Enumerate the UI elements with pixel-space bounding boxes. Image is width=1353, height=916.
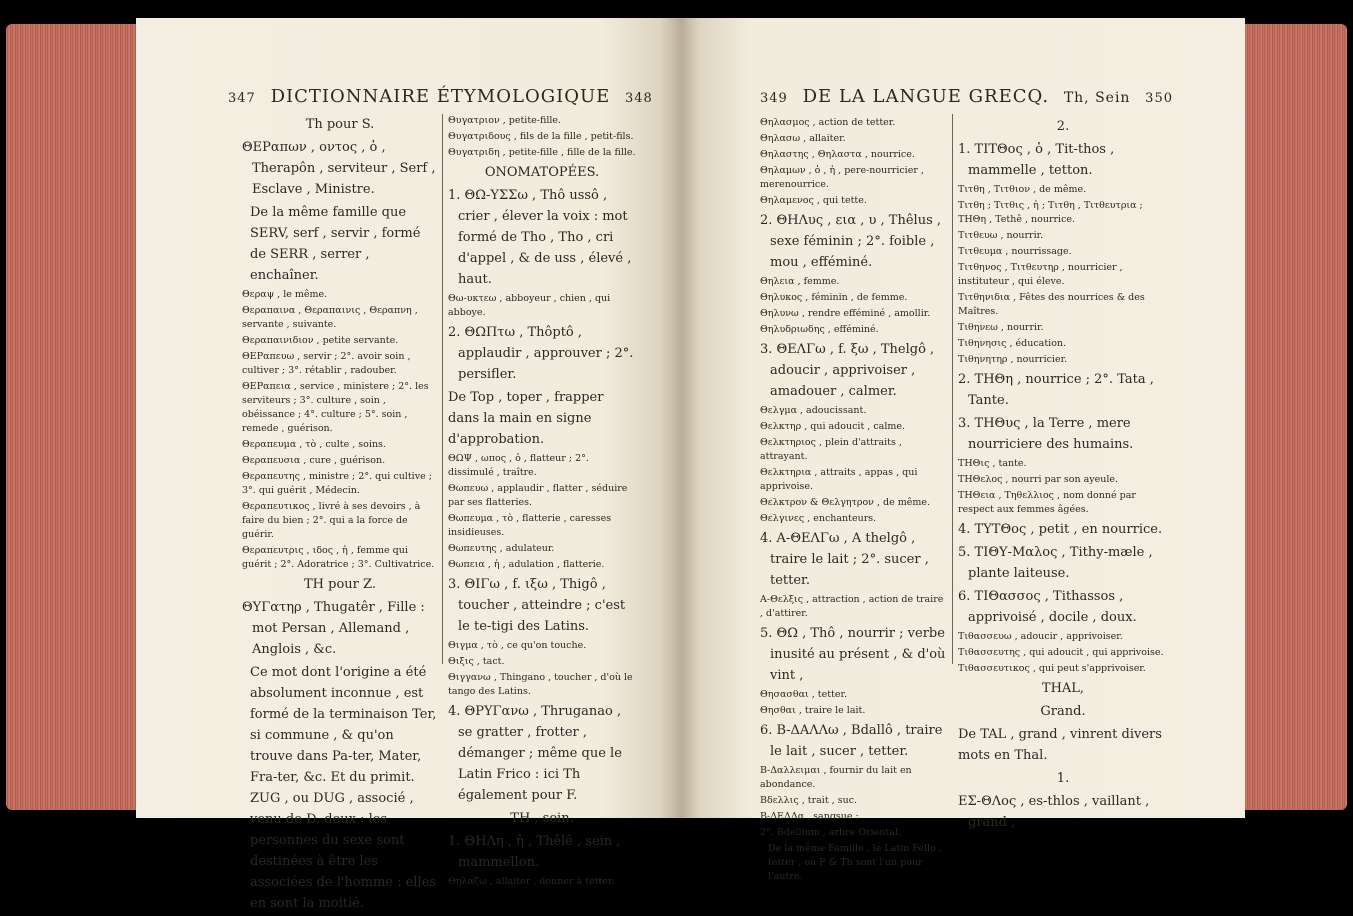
entry-heading: 5. ΤΙΘΥ-Μαλος , Tithy-mæle , plante laiteuse. bbox=[958, 545, 1153, 581]
right-head-title: DE LA LANGUE GRECQ. bbox=[802, 86, 1050, 107]
entry-line: Θηλασω , allaiter. bbox=[760, 133, 846, 144]
entry-heading: 1. ΤΙΤΘος , ὁ , Tit-thos , mammelle , tetton. bbox=[958, 142, 1115, 178]
right-page-number-a: 349 bbox=[760, 91, 788, 106]
entry-heading: 2. ΘΩΠτω , Thôptô , applaudir , approuver ; 2°. persifler. bbox=[448, 325, 634, 382]
entry-line: Θησασθαι , tetter. bbox=[760, 689, 847, 700]
right-column-1 bbox=[760, 116, 948, 886]
entry-line: Θεραπευτρις , ιδος , ἡ , femme qui guérit ; 2°. Adoratrice ; 3°. Cultivatrice. bbox=[242, 545, 435, 570]
entry-line: Θηλασμος , action de tetter. bbox=[760, 117, 896, 128]
right-page-number-b: 350 bbox=[1145, 91, 1173, 106]
entry-line: Θωπευμα , τὸ , flatterie , caresses insidieuses. bbox=[448, 513, 612, 538]
entry-line: Θω-υκτεω , abboyeur , chien , qui abboye. bbox=[448, 293, 611, 318]
entry-line: Θηλαστης , Θηλαστα , nourrice. bbox=[760, 149, 915, 160]
right-column-rule bbox=[952, 114, 953, 664]
entry-line: Τιθηνησις , éducation. bbox=[958, 338, 1067, 349]
entry-line: Θελγμα , adoucissant. bbox=[760, 405, 867, 416]
entry-heading: 2. ΤΗΘη , nourrice ; 2°. Tata , Tante. bbox=[958, 372, 1154, 408]
entry-line: Θελκτηριος , plein d'attraits , attrayant. bbox=[760, 437, 902, 462]
entry-heading: ΕΣ-ΘΛος , es-thlos , vaillant , grand , bbox=[958, 794, 1150, 830]
entry-line: ΤΗΘελος , nourri par son ayeule. bbox=[958, 474, 1119, 485]
entry-line: Θεραπαινιδιον , petite servante. bbox=[242, 335, 399, 346]
entry-line: Θηλαμων , ὁ , ἡ , pere-nourricier , merenourrice. bbox=[760, 165, 924, 190]
entry-heading: TH , sein. bbox=[510, 811, 574, 826]
entry-line: Τιτθηνος , Τιτθευτηρ , nourricier , instituteur , qui éleve. bbox=[958, 262, 1123, 287]
entry-heading: 4. ΤΥΤΘος , petit , en nourrice. bbox=[958, 522, 1163, 537]
entry-line: Θηλεια , femme. bbox=[760, 276, 840, 287]
entry-line: Θυγατριδη , petite-fille , fille de la fille. bbox=[448, 147, 636, 158]
right-running-head bbox=[760, 86, 1220, 107]
entry-line: Θησθαι , traire le lait. bbox=[760, 705, 866, 716]
entry-line: Θηλαζω , allaiter , donner à tetter. bbox=[448, 876, 615, 887]
entry-heading: 1. bbox=[1056, 771, 1070, 786]
entry-heading: 1. ΘΗΛη , ἡ , Thêlê , sein , mammellon. bbox=[448, 834, 621, 870]
entry-line: Θελκτηρια , attraits , appas , qui apprivoise. bbox=[760, 467, 918, 492]
entry-line: Θελκτρον & Θελγητρον , de même. bbox=[760, 497, 930, 508]
entry-line: Θηλυκος , féminin , de femme. bbox=[760, 292, 908, 303]
entry-line: Θεραπαινα , Θεραπαινις , Θεραπνη , servante , suivante. bbox=[242, 305, 418, 330]
entry-heading: 6. ΤΙΘασσος , Tithassos , apprivoisé , docile , doux. bbox=[958, 589, 1137, 625]
entry-line: Τιτθευμα , nourrissage. bbox=[958, 246, 1072, 257]
right-page bbox=[682, 18, 1245, 882]
entry-line: Θεραπευτης , ministre ; 2°. qui cultive ; 3°. qui guérit , Médecin. bbox=[242, 471, 432, 496]
entry-line: Θωπευω , applaudir , flatter , séduire par ses flatteries. bbox=[448, 483, 628, 508]
entry-heading: Grand. bbox=[1040, 704, 1086, 719]
right-page-edges bbox=[1243, 24, 1347, 810]
entry-line: ΤΗΘις , tante. bbox=[958, 458, 1027, 469]
entry-line: ΤΗΘεια , Τηθελλιος , nom donné par respect aux femmes âgées. bbox=[958, 490, 1136, 515]
entry-line: Θυγατριδους , fils de la fille , petit-fils. bbox=[448, 131, 634, 142]
entry-line: Θελγινες , enchanteurs. bbox=[760, 513, 877, 524]
entry-line: Τιτθη , Τιτθιον , de même. bbox=[958, 184, 1087, 195]
entry-heading: 5. ΘΩ , Thô , nourrir ; verbe inusité au présent , & d'où vint , bbox=[760, 626, 946, 683]
entry-heading: 4. ΘΡΥΓανω , Thruganao , se gratter , frotter , démanger ; même que le Latin Frico : ici Th également pour F. bbox=[448, 704, 622, 803]
entry-heading: Ce mot dont l'origine a été absolument inconnue , est formé de la terminaison Ter, si commune , & qu'on trouve dans Pa-ter, Mater, Fra-ter, &c. Et du primit. ZUG , ou DUG , associé , venu de D, deux : les personnes du sexe sont destinées à être les associées de l'homme : elles en sont la moitié. bbox=[250, 665, 437, 911]
entry-line: ΘΩΨ , ωπος , ὁ , flatteur ; 2°. dissimulé , traître. bbox=[448, 453, 589, 478]
entry-heading: ΘΕΡαπων , οντος , ὁ , Therapôn , serviteur , Serf , Esclave , Ministre. bbox=[242, 140, 436, 197]
left-column-1 bbox=[242, 114, 438, 916]
left-page-number-b: 348 bbox=[625, 91, 653, 106]
entry-line: Θυγατριον , petite-fille. bbox=[448, 115, 562, 126]
entry-line: Τιθηνητηρ , nourricier. bbox=[958, 354, 1068, 365]
left-running-head bbox=[228, 86, 668, 107]
left-column-2 bbox=[448, 114, 636, 891]
entry-line: Θηλυνω , rendre efféminé , amollir. bbox=[760, 308, 931, 319]
entry-line: Βδελλις , trait , suc. bbox=[760, 795, 858, 806]
entry-line: Θωπεια , ἡ , adulation , flatterie. bbox=[448, 559, 605, 570]
entry-heading: THAL, bbox=[1041, 681, 1085, 696]
entry-heading: 2. ΘΗΛυς , εια , υ , Thêlus , sexe féminin ; 2°. foible , mou , efféminé. bbox=[760, 213, 942, 270]
left-head-title: DICTIONNAIRE ÉTYMOLOGIQUE bbox=[270, 86, 611, 107]
right-column-2 bbox=[958, 116, 1168, 835]
entry-line: ΘΕΡαπευω , servir ; 2°. avoir soin , cultiver ; 3°. rétablir , radouber. bbox=[242, 351, 411, 376]
entry-heading: 3. ΘΙΓω , f. ιξω , Thigô , toucher , atteindre ; c'est le te-tigi des Latins. bbox=[448, 577, 626, 634]
entry-line: 2°. Bdellium , arbre Oriental. bbox=[760, 827, 901, 838]
entry-line: Θεραπευμα , τὸ , culte , soins. bbox=[242, 439, 386, 450]
right-head-section: Th, Sein bbox=[1063, 90, 1131, 106]
entry-line: Θηλυδριωδης , efféminé. bbox=[760, 324, 879, 335]
entry-heading: ONOMATOPÉES. bbox=[484, 165, 600, 180]
entry-heading: TH pour Z. bbox=[304, 577, 376, 592]
entry-line: Θηλαμενος , qui tette. bbox=[760, 195, 867, 206]
entry-line: ΘΕΡαπεια , service , ministere ; 2°. les serviteurs ; 3°. culture , soin , obéissance ; 4°. culture ; 5°. soin , remede , guérison. bbox=[242, 381, 429, 434]
entry-line: Θεραπευσια , cure , guérison. bbox=[242, 455, 386, 466]
entry-line: Τιτθευω , nourrir. bbox=[958, 230, 1044, 241]
entry-heading: Th pour S. bbox=[305, 117, 375, 132]
entry-line: Θεραψ , le même. bbox=[242, 289, 328, 300]
entry-heading: 4. Α-ΘΕΛΓω , A thelgô , traire le lait ; 2°. sucer , tetter. bbox=[760, 531, 929, 588]
entry-line: Β-Δαλλειμαι , fournir du lait en abondance. bbox=[760, 765, 912, 790]
entry-line: Τιτθηνιδια , Fêtes des nourrices & des Maîtres. bbox=[958, 292, 1145, 317]
entry-line: Θιγγανω , Thingano , toucher , d'où le tango des Latins. bbox=[448, 672, 633, 697]
left-page-number-a: 347 bbox=[228, 91, 256, 106]
entry-heading: De TAL , grand , vinrent divers mots en Thal. bbox=[958, 727, 1162, 763]
entry-line: Θιγμα , τὸ , ce qu'on touche. bbox=[448, 640, 587, 651]
entry-line: Τιθηνεω , nourrir. bbox=[958, 322, 1044, 333]
entry-heading: 3. ΤΗΘυς , la Terre , mere nourriciere des humains. bbox=[958, 416, 1134, 452]
left-page bbox=[136, 18, 682, 911]
entry-heading: 1. ΘΩ-ΥΣΣω , Thô ussô , crier , élever la voix : mot formé de Tho , Tho , cri d'appel , & de uss , élevé , haut. bbox=[448, 188, 632, 287]
entry-line: Β-ΔΕΛΛα , sangsue ; bbox=[760, 811, 859, 822]
entry-line: Θελκτηρ , qui adoucit , calme. bbox=[760, 421, 906, 432]
left-column-rule bbox=[442, 114, 443, 664]
entry-heading: ΘΥΓατηρ , Thugatêr , Fille : mot Persan , Allemand , Anglois , &c. bbox=[242, 600, 425, 657]
open-book bbox=[6, 18, 1347, 911]
entry-line: Τιτθη ; Τιτθις , ἡ ; Τιτθη , Τιτθευτρια ; ΤΗΘη , Tethê , nourrice. bbox=[958, 200, 1143, 225]
entry-line: Θωπευτης , adulateur. bbox=[448, 543, 555, 554]
entry-heading: 6. Β-ΔΑΛΛω , Bdallô , traire le lait , sucer , tetter. bbox=[760, 723, 943, 759]
entry-line: Θιξις , tact. bbox=[448, 656, 505, 667]
left-page-edges bbox=[6, 24, 138, 810]
entry-line: Τιθασσευω , adoucir , apprivoiser. bbox=[958, 631, 1123, 642]
entry-line: De la même Famille , le Latin Fello , tetter , où F & Th sont l'un pour l'autre. bbox=[768, 843, 942, 882]
entry-line: Τιθασσευτης , qui adoucit , qui apprivoise. bbox=[958, 647, 1164, 658]
entry-line: Θεραπευτικος , livré à ses devoirs , à faire du bien ; 2°. qui a la force de guérir. bbox=[242, 501, 421, 540]
entry-line: Τιθασσευτικος , qui peut s'apprivoiser. bbox=[958, 663, 1146, 674]
entry-line: Α-Θελξις , attraction , action de traire , d'attirer. bbox=[760, 594, 944, 619]
entry-heading: 2. bbox=[1056, 119, 1070, 134]
entry-heading: De Top , toper , frapper dans la main en signe d'approbation. bbox=[448, 390, 604, 447]
entry-heading: De la même famille que SERV, serf , servir , formé de SERR , serrer , enchaîner. bbox=[250, 205, 421, 283]
entry-heading: 3. ΘΕΛΓω , f. ξω , Thelgô , adoucir , apprivoiser , amadouer , calmer. bbox=[760, 342, 935, 399]
